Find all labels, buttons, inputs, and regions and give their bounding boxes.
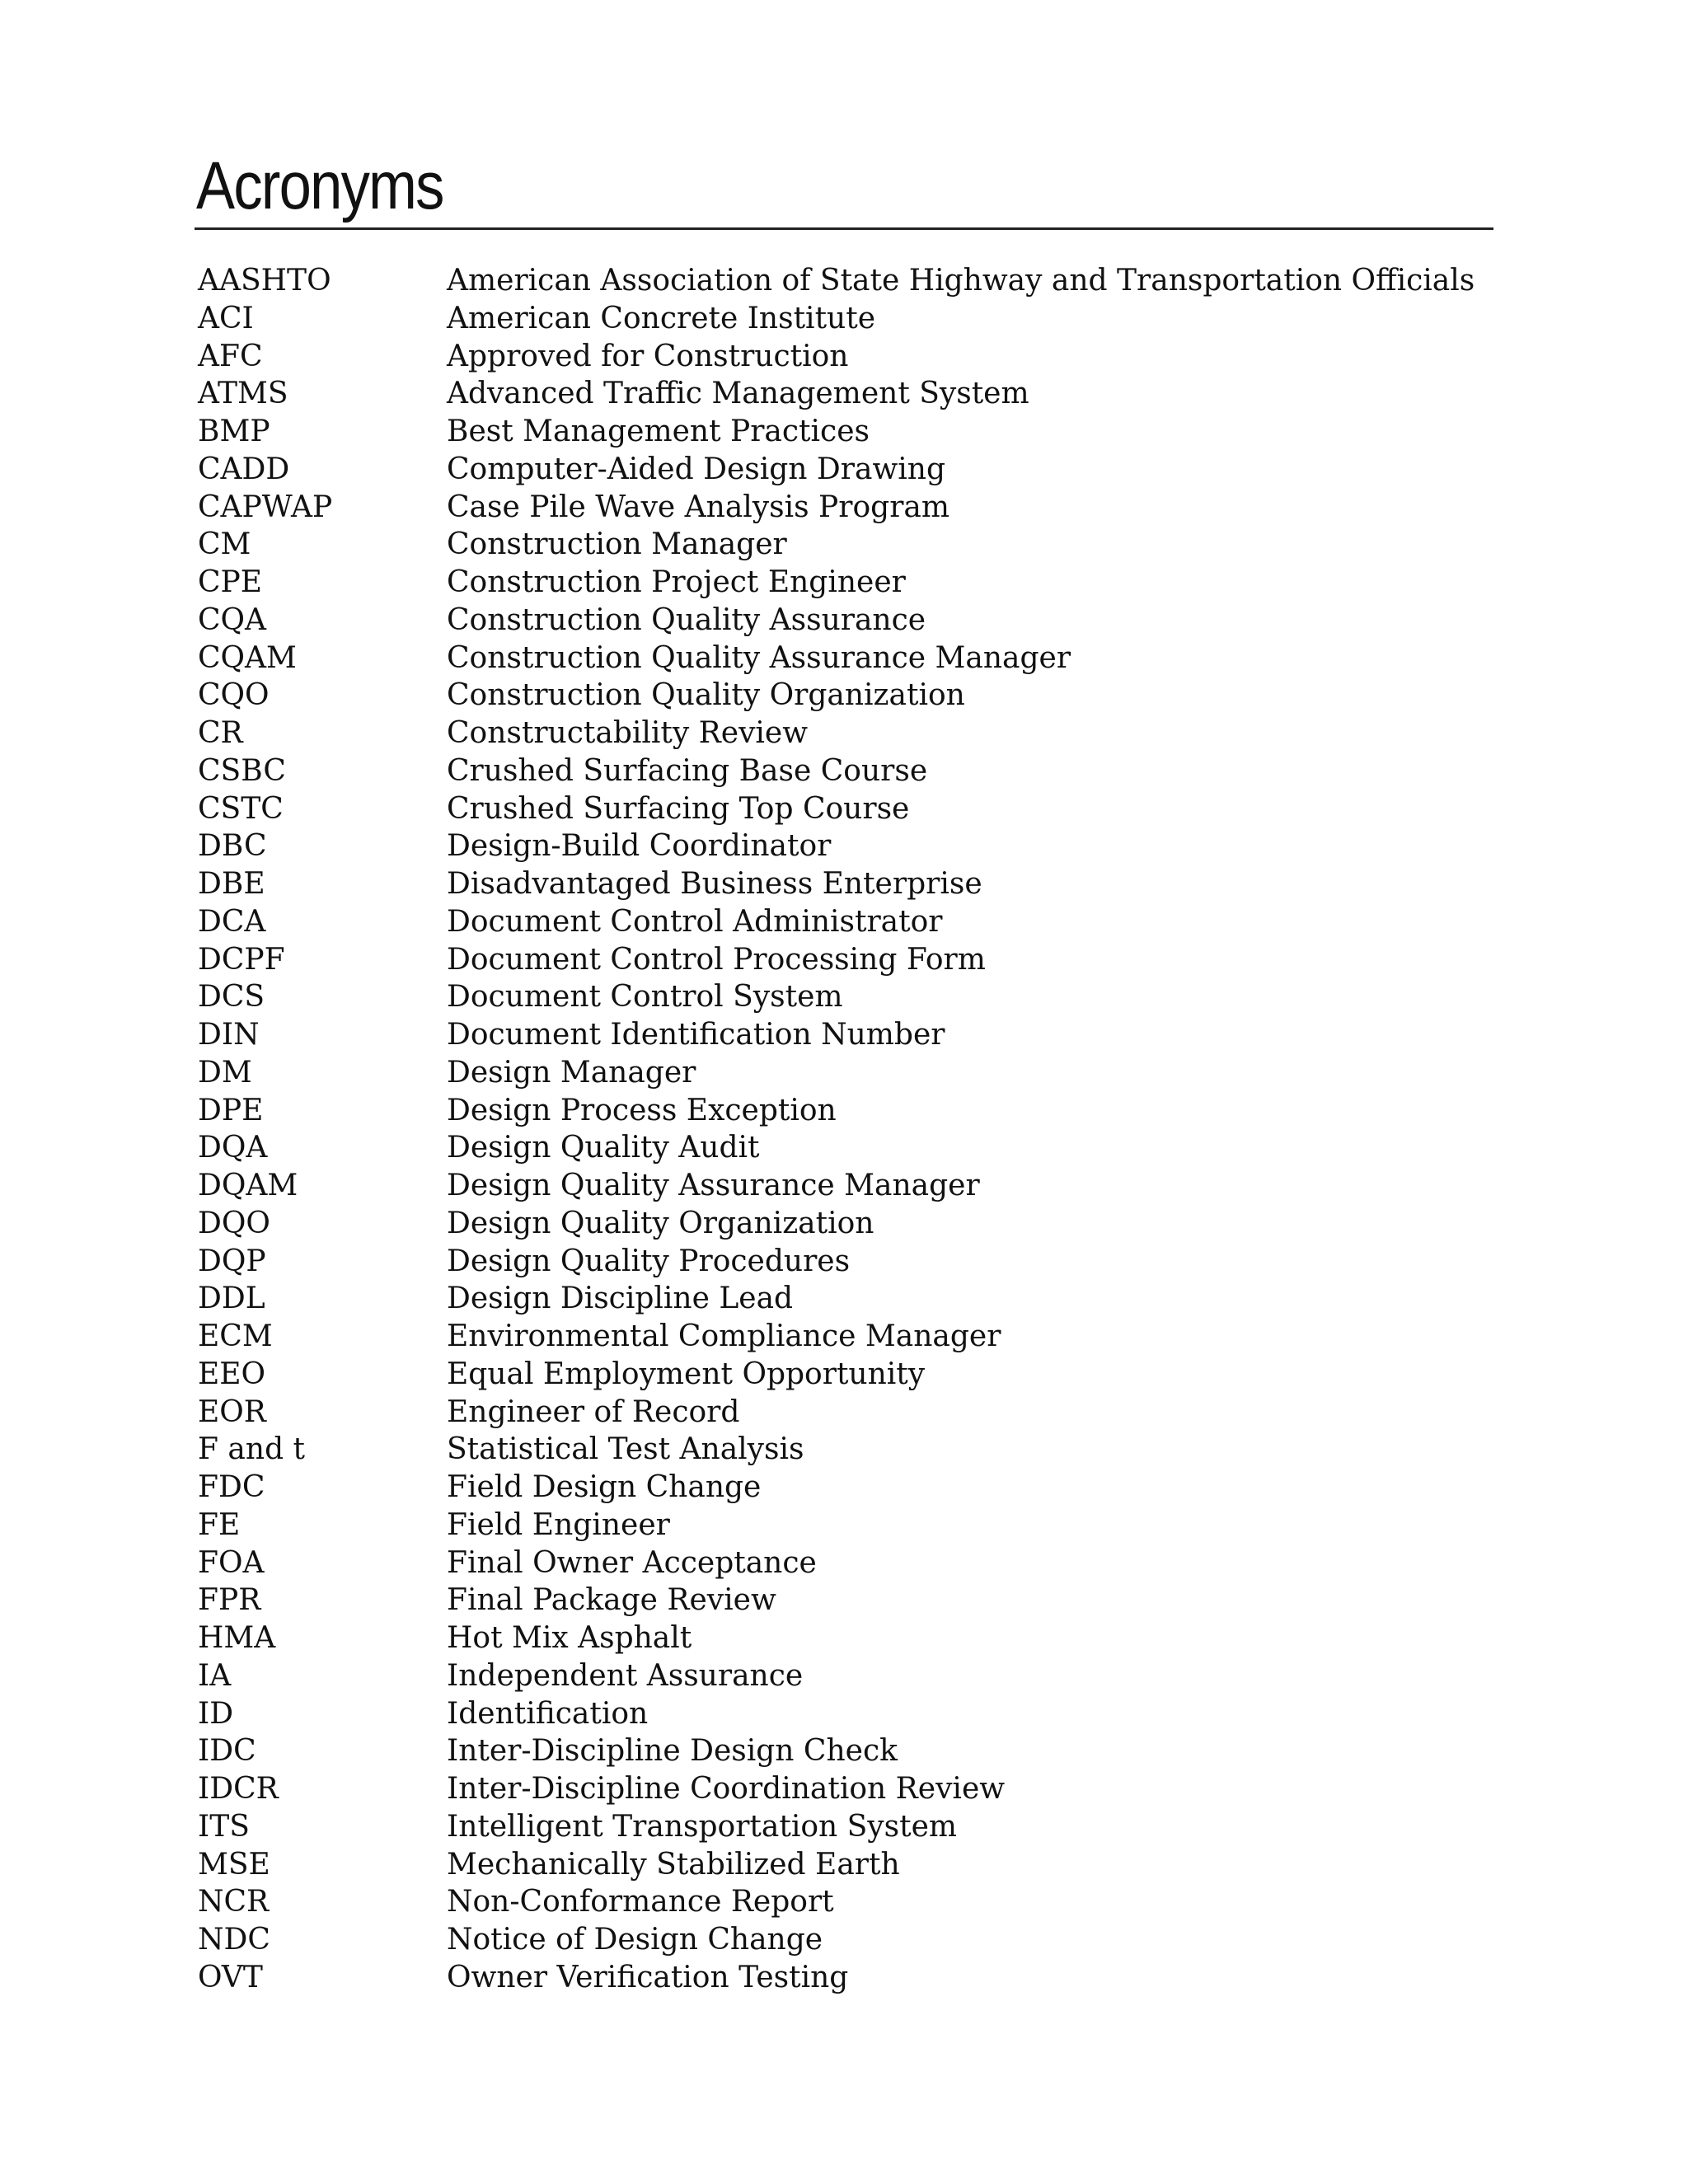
acronym-row — [198, 1167, 1484, 1205]
acronym-row — [198, 1469, 1484, 1507]
acronym-term: DDL — [198, 1282, 265, 1316]
acronym-definition: Field Design Change — [447, 1470, 762, 1504]
acronym-definition: Construction Manager — [447, 527, 787, 562]
acronym-row — [198, 489, 1484, 527]
acronym-definition: Identification — [447, 1696, 649, 1731]
acronym-definition: Construction Project Engineer — [447, 565, 906, 599]
acronym-definition: Inter-Discipline Coordination Review — [447, 1772, 1006, 1806]
acronym-definition: American Concrete Institute — [447, 301, 875, 335]
acronym-definition: Approved for Construction — [447, 339, 849, 373]
acronym-definition: Disadvantaged Business Enterprise — [447, 867, 982, 901]
acronym-term: CQA — [198, 602, 267, 637]
acronym-row — [198, 715, 1484, 752]
acronym-term: DQP — [198, 1244, 266, 1278]
acronym-term: EOR — [198, 1394, 266, 1429]
acronym-term: CQO — [198, 678, 270, 713]
acronym-definition: Crushed Surfacing Top Course — [447, 791, 910, 826]
acronym-definition: Inter-Discipline Design Check — [447, 1734, 898, 1769]
acronym-row — [198, 375, 1484, 413]
acronym-definition: Intelligent Transportation System — [447, 1809, 958, 1844]
acronym-row — [198, 1092, 1484, 1130]
acronym-term: CM — [198, 527, 251, 562]
acronym-definition: Design Quality Assurance Manager — [447, 1169, 980, 1202]
acronym-row — [198, 1582, 1484, 1619]
acronym-row — [198, 338, 1484, 376]
acronym-definition: Construction Quality Assurance — [447, 602, 926, 637]
acronym-term: FE — [198, 1507, 241, 1542]
acronym-definition: Construction Quality Assurance Manager — [447, 640, 1071, 675]
acronym-term: ITS — [198, 1809, 250, 1844]
acronym-row — [198, 1770, 1484, 1808]
acronym-term: OVT — [198, 1960, 263, 1994]
acronym-definition: Equal Employment Opportunity — [447, 1357, 926, 1391]
acronym-term: ATMS — [198, 377, 288, 411]
acronym-term: IDC — [198, 1734, 256, 1769]
acronym-term: FDC — [198, 1470, 265, 1504]
acronym-definition: Document Control Processing Form — [447, 942, 986, 977]
acronym-row — [198, 1016, 1484, 1054]
acronym-row — [198, 1243, 1484, 1281]
acronym-term: DQA — [198, 1131, 268, 1165]
acronym-row — [198, 1205, 1484, 1243]
acronym-term: IDCR — [198, 1772, 279, 1806]
acronym-row — [198, 1959, 1484, 1997]
acronym-term: AFC — [198, 339, 263, 373]
acronym-row — [198, 1280, 1484, 1318]
acronym-row — [198, 413, 1484, 451]
acronym-term: F and t — [198, 1432, 306, 1467]
acronym-row — [198, 1846, 1484, 1884]
acronym-list — [198, 262, 1484, 1997]
acronym-row — [198, 262, 1484, 300]
acronym-term: CPE — [198, 565, 263, 599]
acronym-row — [198, 1695, 1484, 1733]
acronym-definition: Crushed Surfacing Base Course — [447, 753, 928, 788]
acronym-row — [198, 451, 1484, 489]
acronym-term: ECM — [198, 1319, 273, 1353]
acronym-term: IA — [198, 1658, 232, 1693]
acronym-definition: American Association of State Highway and Transportation Officials — [447, 264, 1475, 298]
acronym-definition: Design Manager — [447, 1055, 696, 1090]
acronym-row — [198, 1431, 1484, 1469]
acronym-term: CAPWAP — [198, 490, 333, 524]
acronym-definition: Final Owner Acceptance — [447, 1545, 817, 1580]
acronym-row — [198, 677, 1484, 715]
acronym-definition: Computer-Aided Design Drawing — [447, 452, 946, 486]
acronym-row — [198, 1318, 1484, 1356]
acronym-row — [198, 1732, 1484, 1770]
acronym-definition: Design Quality Organization — [447, 1206, 874, 1240]
acronym-definition: Non-Conformance Report — [447, 1885, 834, 1919]
acronym-definition: Field Engineer — [447, 1507, 670, 1542]
acronym-definition: Construction Quality Organization — [447, 678, 965, 713]
acronym-row — [198, 640, 1484, 677]
acronym-term: BMP — [198, 415, 270, 448]
acronym-definition: Best Management Practices — [447, 415, 870, 448]
acronym-definition: Design Quality Procedures — [447, 1244, 851, 1278]
acronym-definition: Mechanically Stabilized Earth — [447, 1847, 900, 1882]
acronym-row — [198, 827, 1484, 865]
acronym-row — [198, 865, 1484, 903]
acronym-row — [198, 602, 1484, 640]
acronym-row — [198, 978, 1484, 1016]
acronym-definition: Hot Mix Asphalt — [447, 1621, 692, 1655]
acronym-term: DM — [198, 1055, 252, 1090]
acronym-row — [198, 1619, 1484, 1657]
acronym-definition: Final Package Review — [447, 1583, 776, 1618]
acronym-term: CR — [198, 716, 243, 750]
acronym-definition: Document Control System — [447, 980, 843, 1015]
acronym-term: DIN — [198, 1018, 260, 1052]
acronym-term: CADD — [198, 452, 290, 486]
acronym-row — [198, 1507, 1484, 1544]
acronym-definition: Design Quality Audit — [447, 1131, 760, 1165]
acronym-term: DQAM — [198, 1169, 298, 1202]
acronym-definition: Owner Verification Testing — [447, 1960, 849, 1994]
acronym-term: FPR — [198, 1583, 261, 1618]
acronym-term: NCR — [198, 1885, 270, 1919]
acronym-term: HMA — [198, 1621, 276, 1655]
acronym-definition: Independent Assurance — [447, 1658, 804, 1693]
acronym-row — [198, 1883, 1484, 1921]
acronym-row — [198, 1544, 1484, 1582]
acronym-definition: Document Identification Number — [447, 1018, 945, 1052]
acronym-definition: Case Pile Wave Analysis Program — [447, 490, 950, 524]
page-title: Acronyms — [196, 148, 443, 223]
acronym-definition: Design Discipline Lead — [447, 1282, 794, 1316]
acronym-term: DCPF — [198, 942, 285, 977]
acronym-row — [198, 1054, 1484, 1092]
acronym-definition: Statistical Test Analysis — [447, 1432, 804, 1467]
acronym-row — [198, 1921, 1484, 1959]
acronym-row — [198, 1394, 1484, 1432]
title-underline — [195, 227, 1493, 230]
acronym-term: MSE — [198, 1847, 270, 1882]
acronym-row — [198, 903, 1484, 941]
acronym-definition: Design-Build Coordinator — [447, 829, 832, 864]
acronym-definition: Constructability Review — [447, 716, 809, 750]
acronym-term: CSBC — [198, 753, 286, 788]
acronym-term: NDC — [198, 1923, 270, 1957]
acronym-row — [198, 790, 1484, 828]
acronym-row — [198, 1356, 1484, 1394]
acronym-definition: Document Control Administrator — [447, 904, 943, 939]
acronym-term: DBE — [198, 867, 265, 901]
acronym-row — [198, 1129, 1484, 1167]
acronym-term: FOA — [198, 1545, 265, 1580]
acronym-term: CSTC — [198, 791, 284, 826]
acronym-row — [198, 526, 1484, 564]
acronym-term: ACI — [198, 301, 254, 335]
acronym-term: DBC — [198, 829, 267, 864]
acronym-term: DPE — [198, 1093, 264, 1127]
acronym-term: DQO — [198, 1206, 270, 1240]
acronym-term: CQAM — [198, 640, 297, 675]
acronym-row — [198, 941, 1484, 979]
acronym-term: DCS — [198, 980, 265, 1015]
acronym-term: ID — [198, 1696, 234, 1731]
acronym-row — [198, 564, 1484, 602]
acronym-term: DCA — [198, 904, 266, 939]
acronym-row — [198, 300, 1484, 338]
acronym-definition: Notice of Design Change — [447, 1923, 823, 1957]
acronym-row — [198, 1808, 1484, 1846]
acronym-row — [198, 752, 1484, 790]
acronym-definition: Advanced Traffic Management System — [447, 377, 1029, 411]
acronym-row — [198, 1657, 1484, 1695]
acronym-definition: Engineer of Record — [447, 1394, 740, 1429]
acronym-definition: Environmental Compliance Manager — [447, 1319, 1001, 1353]
acronym-term: EEO — [198, 1357, 266, 1391]
acronym-definition: Design Process Exception — [447, 1093, 837, 1127]
acronym-term: AASHTO — [198, 264, 331, 298]
